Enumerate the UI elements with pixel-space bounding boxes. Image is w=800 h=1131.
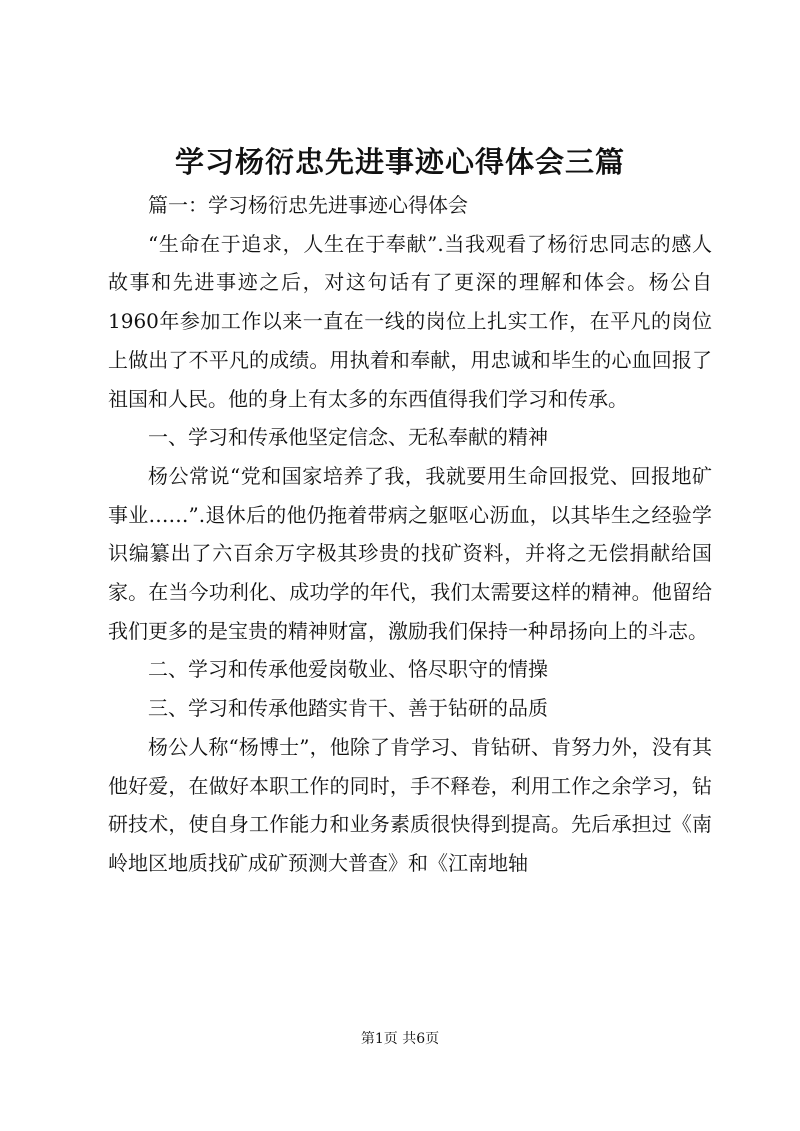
section-heading: 三、学习和传承他踏实肯干、善于钻研的品质 [148,696,548,721]
body-paragraph: 杨公常说“党和国家培养了我，我就要用生命回报党、回报地矿事业……”.退休后的他仍拖着带病之躯呕心沥血，以其毕生之经验学识编纂出了六百余万字极其珍贵的找矿资料，并将之无偿捐献给国家。在当今功利化、成功学的年代，我们太需要这样的精神。他留给我们更多的是宝贵的精神财富，激励我们保持一种昂扬向上的斗志。 [108,463,712,643]
section-heading: 一、学习和传承他坚定信念、无私奉献的精神 [148,425,548,450]
section-heading: 二、学习和传承他爱岗敬业、恪尽职守的情操 [148,657,548,682]
body-paragraph: 杨公人称“杨博士”，他除了肯学习、肯钻研、肯努力外，没有其他好爱，在做好本职工作的同时，手不释卷，利用工作之余学习，钻研技术，使自身工作能力和业务素质很快得到提高。先后承担过《南岭地区地质找矿成矿预测大普查》和《江南地轴 [108,734,712,875]
document-title: 学习杨衍忠先进事迹心得体会三篇 [174,145,625,179]
section-heading-part-one: 篇一：学习杨衍忠先进事迹心得体会 [148,193,468,217]
body-paragraph: “生命在于追求，人生在于奉献”.当我观看了杨衍忠同志的感人故事和先进事迹之后，对这句话有了更深的理解和体会。杨公自1960年参加工作以来一直在一线的岗位上扎实工作，在平凡的岗位上做出了不平凡的成绩。用执着和奉献，用忠诚和毕生的心血回报了祖国和人民。他的身上有太多的东西值得我们学习和传承。 [108,231,712,411]
page-number-footer: 第1页 共6页 [360,1031,440,1047]
document-body [108,186,712,883]
